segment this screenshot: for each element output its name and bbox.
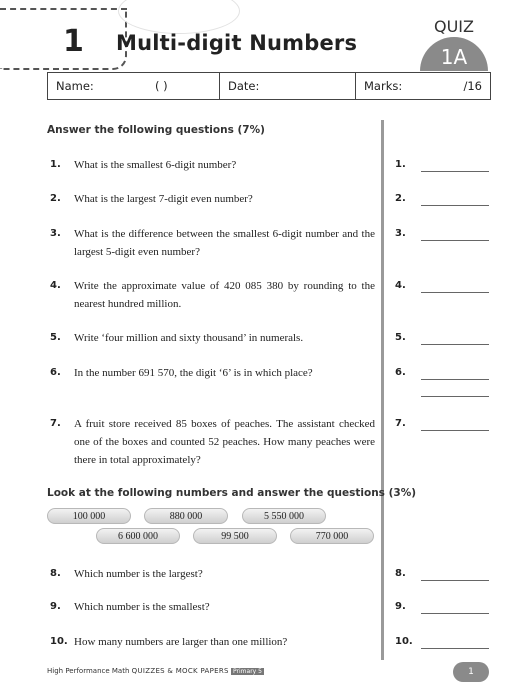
marks-label: Marks: [364, 79, 403, 93]
book-title: High Performance Math [47, 667, 130, 675]
number-pill: 5 550 000 [242, 508, 326, 524]
answer-column-divider [381, 120, 384, 660]
question-text: What is the largest 7-digit even number? [74, 193, 253, 205]
answer-line[interactable] [421, 204, 489, 206]
marks-cell[interactable] [356, 73, 490, 99]
question-number: 6. [50, 367, 61, 378]
question-text: Write ‘four million and sixty thousand’ in numerals. [74, 332, 304, 344]
question-number: 9. [50, 601, 61, 612]
question-number: 3. [50, 228, 61, 239]
question-item [50, 633, 375, 651]
level-badge: Primary 5 [233, 668, 262, 675]
chapter-number: 1 [63, 24, 84, 59]
number-pill: 6 600 000 [96, 528, 180, 544]
number-pill: 770 000 [290, 528, 374, 544]
name-label: Name: [56, 79, 94, 93]
footer-book-title [47, 667, 264, 675]
number-pill: 880 000 [144, 508, 228, 524]
question-text: Write the approximate value of 420 085 380 by rounding to the nearest hundred million. [74, 280, 375, 310]
page-number-badge: 1 [453, 662, 489, 682]
answer-line[interactable] [421, 170, 489, 172]
question-item [50, 565, 375, 583]
answer-number: 3. [395, 228, 406, 239]
question-text: What is the difference between the smallest 6-digit number and the largest 5-digit even number? [74, 228, 375, 258]
question-text: How many numbers are larger than one million? [74, 636, 288, 648]
answer-line[interactable] [421, 579, 489, 581]
question-text: What is the smallest 6-digit number? [74, 159, 237, 171]
date-label: Date: [228, 79, 260, 93]
marks-total: /16 [463, 79, 482, 93]
chapter-title: Multi-digit Numbers [116, 31, 358, 55]
question-number: 1. [50, 159, 61, 170]
question-number: 5. [50, 332, 61, 343]
question-item [50, 598, 375, 616]
answer-line[interactable] [421, 378, 489, 380]
question-item [50, 329, 375, 347]
answer-line[interactable] [421, 343, 489, 345]
question-number: 10. [50, 636, 68, 647]
answer-number: 9. [395, 601, 406, 612]
student-info-bar [47, 72, 491, 100]
quiz-label: QUIZ [434, 17, 474, 36]
question-item [50, 225, 375, 261]
section-heading: Answer the following questions (7%) [47, 124, 265, 136]
question-number: 2. [50, 193, 61, 204]
book-subtitle: QUIZZES & MOCK PAPERS [131, 667, 229, 675]
answer-number: 8. [395, 568, 406, 579]
answer-number: 5. [395, 332, 406, 343]
question-item [50, 277, 375, 313]
answer-line[interactable] [421, 612, 489, 614]
question-item [50, 190, 375, 208]
decorative-leaf-shape [118, 0, 240, 34]
question-text: Which number is the largest? [74, 568, 203, 580]
quiz-code-badge: 1A [420, 37, 488, 71]
number-pill: 100 000 [47, 508, 131, 524]
answer-line[interactable] [421, 429, 489, 431]
answer-number: 6. [395, 367, 406, 378]
answer-number: 1. [395, 159, 406, 170]
answer-line[interactable] [421, 239, 489, 241]
class-number-parens: ( ) [155, 79, 168, 93]
answer-number: 4. [395, 280, 406, 291]
answer-line[interactable] [421, 647, 489, 649]
date-cell[interactable] [220, 73, 356, 99]
answer-line[interactable] [421, 395, 489, 397]
question-number: 7. [50, 418, 61, 429]
question-item [50, 364, 375, 382]
question-text: Which number is the smallest? [74, 601, 210, 613]
answer-line[interactable] [421, 291, 489, 293]
name-cell[interactable] [48, 73, 220, 99]
answer-number: 2. [395, 193, 406, 204]
question-text: In the number 691 570, the digit ‘6’ is in which place? [74, 367, 313, 379]
question-number: 8. [50, 568, 61, 579]
question-item [50, 156, 375, 174]
answer-number: 7. [395, 418, 406, 429]
question-number: 4. [50, 280, 61, 291]
answer-number: 10. [395, 636, 413, 647]
number-pill: 99 500 [193, 528, 277, 544]
section-heading: Look at the following numbers and answer the questions (3%) [47, 487, 417, 499]
question-text: A fruit store received 85 boxes of peaches. The assistant checked one of the boxes and counted 52 peaches. How many peaches were there in total approximately? [74, 418, 375, 466]
question-item [50, 415, 375, 469]
